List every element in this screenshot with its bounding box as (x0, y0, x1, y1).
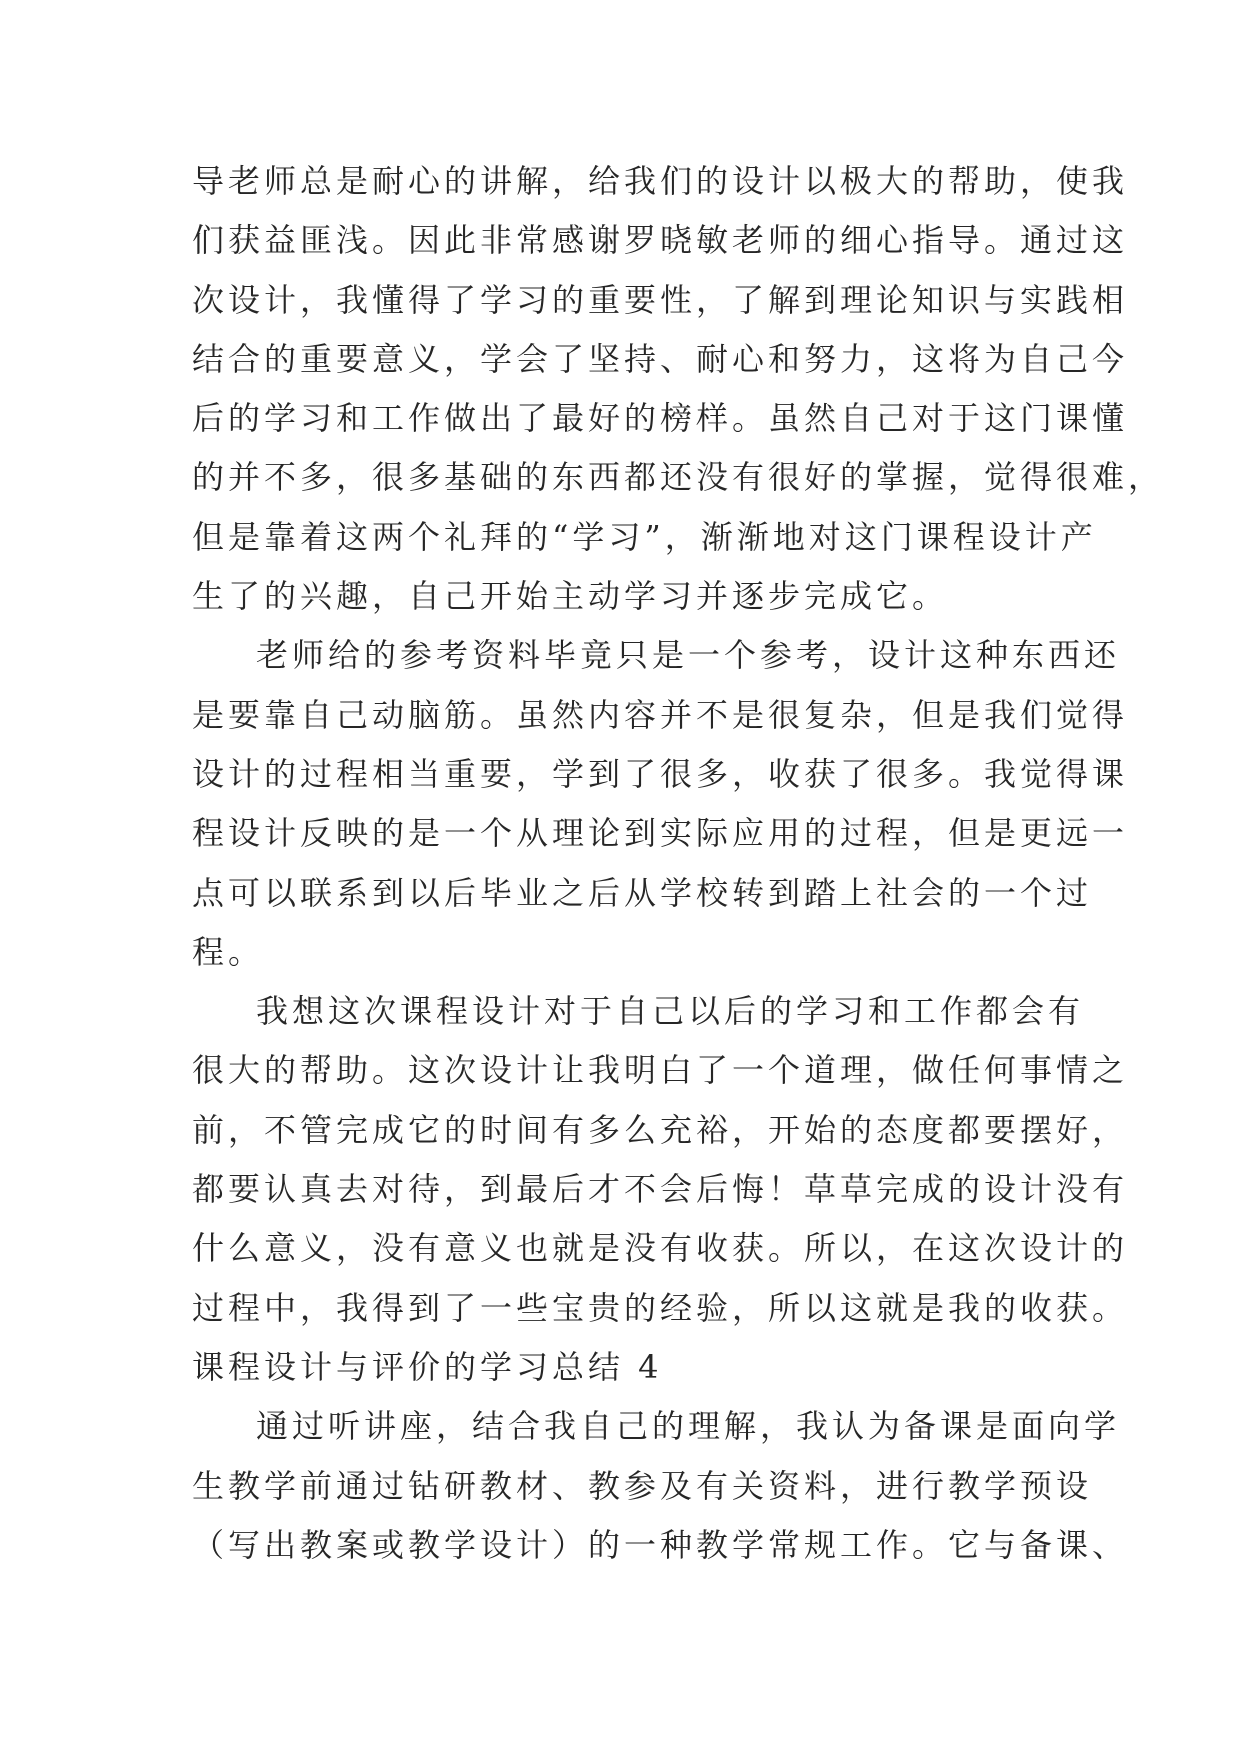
text-line: 程。 (192, 932, 265, 971)
text-line: 很大的帮助。这次设计让我明白了一个道理，做任何事情之 (192, 1051, 1129, 1090)
paragraph-first-line: 我想这次课程设计对于自己以后的学习和工作都会有 (256, 992, 1085, 1031)
document-body (192, 152, 1165, 1575)
paragraph-first-line: 通过听讲座，结合我自己的理解，我认为备课是面向学 (256, 1407, 1121, 1446)
text-line: （写出教案或教学设计）的一种教学常规工作。它与备课、 (192, 1525, 1129, 1564)
text-line: 程设计反映的是一个从理论到实际应用的过程，但是更远一 (192, 814, 1129, 853)
text-line: 设计的过程相当重要，学到了很多，收获了很多。我觉得课 (192, 754, 1129, 793)
text-line: 结合的重要意义，学会了坚持、耐心和努力，这将为自己今 (192, 339, 1129, 378)
text-line: 是要靠自己动脑筋。虽然内容并不是很复杂，但是我们觉得 (192, 695, 1129, 734)
text-line: 生了的兴趣，自己开始主动学习并逐步完成它。 (192, 577, 949, 616)
text-line: 导老师总是耐心的讲解，给我们的设计以极大的帮助，使我 (192, 162, 1129, 200)
text-line: 都要认真去对待，到最后才不会后悔！草草完成的设计没有 (192, 1170, 1129, 1209)
text-line: 点可以联系到以后毕业之后从学校转到踏上社会的一个过 (192, 873, 1093, 912)
text-line: 后的学习和工作做出了最好的榜样。虽然自己对于这门课懂 (192, 399, 1129, 438)
paragraph-first-line: 老师给的参考资料毕竟只是一个参考，设计这种东西还 (256, 636, 1121, 675)
text-line: 什么意义，没有意义也就是没有收获。所以，在这次设计的 (192, 1229, 1129, 1268)
text-line: 次设计，我懂得了学习的重要性，了解到理论知识与实践相 (192, 280, 1129, 319)
text-line: 前，不管完成它的时间有多么充裕，开始的态度都要摆好， (192, 1110, 1129, 1149)
text-line: 但是靠着这两个礼拜的“学习”，渐渐地对这门课程设计产 (192, 517, 1097, 556)
section-heading: 课程设计与评价的学习总结 4 (192, 1347, 663, 1386)
text-line: 生教学前通过钻研教材、教参及有关资料，进行教学预设 (192, 1466, 1093, 1505)
text-line: 过程中，我得到了一些宝贵的经验，所以这就是我的收获。 (192, 1288, 1129, 1327)
text-line: 们获益匪浅。因此非常感谢罗晓敏老师的细心指导。通过这 (192, 221, 1129, 260)
text-line: 的并不多，很多基础的东西都还没有很好的掌握，觉得很难， (192, 458, 1165, 497)
